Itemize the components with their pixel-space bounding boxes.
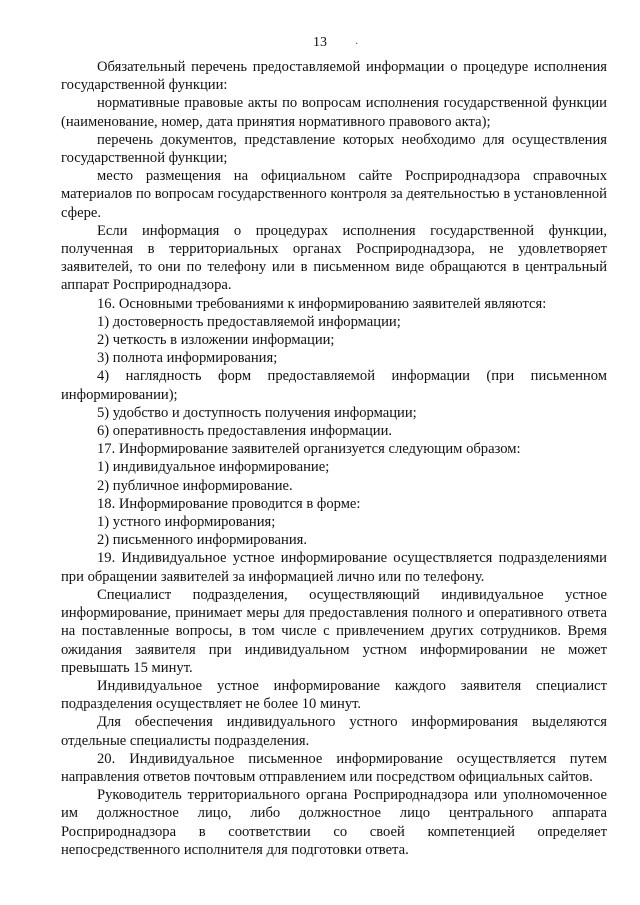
list-item-clarity: 2) четкость в изложении информации; bbox=[97, 332, 335, 349]
list-item-public: 2) публичное информирование. bbox=[97, 477, 293, 494]
list-item-reliability: 1) достоверность предоставляемой информации; bbox=[97, 313, 401, 330]
paragraph-info-list-intro: Обязательный перечень предоставляемой информации о процедуре исполнения государственной функции: bbox=[61, 59, 607, 94]
list-item-promptness: 6) оперативность предоставления информации. bbox=[97, 423, 393, 440]
list-item-visibility: 4) наглядность форм предоставляемой информации (при письменном информировании); bbox=[61, 368, 607, 403]
list-item-oral: 1) устного информирования; bbox=[97, 514, 276, 531]
paragraph-website-placement: место размещения на официальном сайте Росприроднадзора справочных материалов по вопросам государственного контроля за деятельностью в установленной сфере. bbox=[61, 168, 607, 221]
list-item-written: 2) письменного информирования. bbox=[97, 532, 307, 549]
paragraph-documents-list: перечень документов, представление которых необходимо для осуществления государственной функции; bbox=[61, 131, 607, 167]
paragraph-dedicated-specialists: Для обеспечения индивидуального устного информирования выделяются отдельные специалисты подразделения. bbox=[61, 714, 607, 749]
page-number: 13 bbox=[313, 35, 327, 50]
paragraph-17-heading: 17. Информирование заявителей организуется следующим образом: bbox=[97, 441, 521, 458]
paragraph-specialist-measures: Специалист подразделения, осуществляющий индивидуальное устное информирование, принимает меры для предоставления полного и оперативного ответа на поставленные вопросы, в том числе с привлечением других сотрудников. Время ожидания заявителя при индивидуальном устном информировании не может превышать 15 минут. bbox=[61, 586, 607, 676]
list-item-individual: 1) индивидуальное информирование; bbox=[97, 459, 330, 476]
paragraph-legal-acts: нормативные правовые акты по вопросам исполнения государственной функции (наименование, номер, дата принятия нормативного правового акта); bbox=[61, 95, 607, 130]
page-mark: · bbox=[355, 39, 359, 50]
paragraph-if-unsatisfied: Если информация о процедурах исполнения государственной функции, полученная в территориальных органах Росприроднадзора, не удовлетворяет заявителей, то они по телефону или в письменном виде обращаются в центральный аппарат Росприроднадзора. bbox=[61, 222, 607, 294]
list-item-accessibility: 5) удобство и доступность получения информации; bbox=[97, 404, 417, 421]
paragraph-18-heading: 18. Информирование проводится в форме: bbox=[97, 495, 361, 512]
paragraph-time-limit: Индивидуальное устное информирование каждого заявителя специалист подразделения осуществляет не более 10 минут. bbox=[61, 677, 607, 713]
paragraph-20: 20. Индивидуальное письменное информирование осуществляется путем направления ответов почтовым отправлением или посредством официальных сайтов. bbox=[61, 750, 607, 785]
document-body bbox=[61, 58, 607, 859]
paragraph-16-heading: 16. Основными требованиями к информированию заявителей являются: bbox=[97, 295, 547, 312]
paragraph-19: 19. Индивидуальное устное информирование осуществляется подразделениями при обращении заявителей за информацией лично или по телефону. bbox=[61, 550, 607, 585]
paragraph-head-assigns: Руководитель территориального органа Росприроднадзора или уполномоченное им должностное лицо, либо должностное лицо центрального аппарата Росприроднадзора в соответствии со своей компетенцией определяет непосредственного исполнителя для подготовки ответа. bbox=[61, 787, 607, 858]
list-item-completeness: 3) полнота информирования; bbox=[97, 350, 278, 367]
